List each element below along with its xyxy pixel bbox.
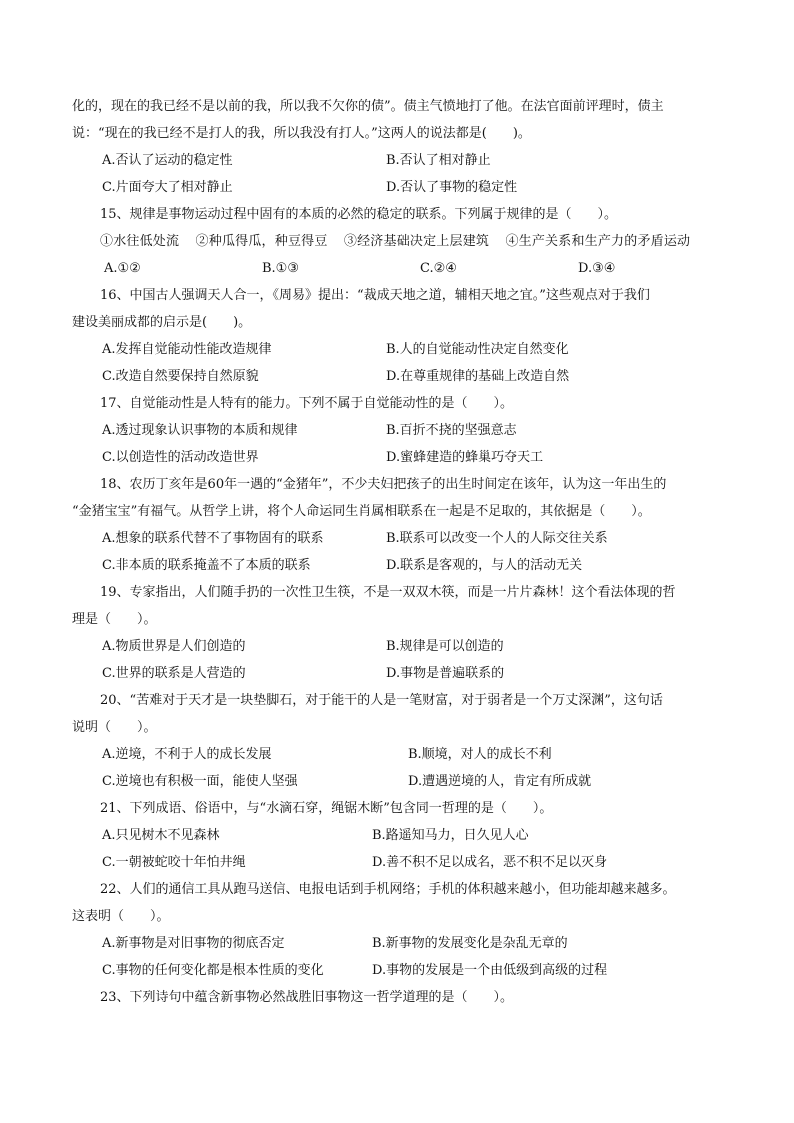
option-b: B.规律是可以创造的 xyxy=(386,639,504,654)
question-15 xyxy=(72,201,724,282)
option-row xyxy=(72,336,724,363)
question-stem: 15、规律是事物运动过程中固有的本质的必然的稳定的联系。下列属于规律的是（ ）。 xyxy=(100,207,618,222)
option-row xyxy=(72,147,724,174)
option-c: C.世界的联系是人营造的 xyxy=(102,666,246,681)
exam-content xyxy=(72,93,724,1011)
option-b: B.①③ xyxy=(262,261,299,276)
option-a: A.发挥自觉能动性能改造规律 xyxy=(102,342,272,357)
option-row xyxy=(72,660,724,687)
statement-4: ④生产关系和生产力的矛盾运动 xyxy=(505,234,691,249)
question-17 xyxy=(72,390,724,471)
option-row xyxy=(72,768,724,795)
question-stem-continued: “金猪宝宝”有福气。从哲学上讲，将个人命运同生肖属相联系在一起是不足取的，其依据是（ ）。 xyxy=(72,504,651,519)
question-22 xyxy=(72,876,724,984)
option-c: C.逆境也有积极一面，能使人坚强 xyxy=(102,774,298,789)
question-stem-continued: 理是（ ）。 xyxy=(72,612,157,627)
question-text-line: 说：“现在的我已经不是打人的我，所以我没有打人。”这两人的说法都是( )。 xyxy=(72,126,531,141)
option-row xyxy=(72,930,724,957)
option-b: B.联系可以改变一个人的人际交往关系 xyxy=(386,531,608,546)
question-stem-continued: 说明（ ）。 xyxy=(72,720,157,735)
question-stem: 21、下列成语、俗语中，与“水滴石穿，绳锯木断”包含同一哲理的是（ ）。 xyxy=(100,801,553,816)
question-stem: 19、专家指出，人们随手扔的一次性卫生筷，不是一双双木筷，而是一片片森林！这个看法体现的哲 xyxy=(100,585,676,600)
option-b: B.新事物的发展变化是杂乱无章的 xyxy=(372,936,568,951)
question-stem: 22、人们的通信工具从跑马送信、电报电话到手机网络；手机的体积越来越小，但功能却越来越多。 xyxy=(100,882,676,897)
question-stem: 23、下列诗句中蕴含新事物必然战胜旧事物这一哲学道理的是（ ）。 xyxy=(100,990,514,1005)
option-b: B.百折不挠的坚强意志 xyxy=(386,423,517,438)
option-a: A.只见树木不见森林 xyxy=(102,828,220,843)
question-23 xyxy=(72,984,724,1011)
option-row xyxy=(72,552,724,579)
option-d: D.事物的发展是一个由低级到高级的过程 xyxy=(372,963,608,978)
option-b: B.人的自觉能动性决定自然变化 xyxy=(386,342,569,357)
option-d: D.否认了事物的稳定性 xyxy=(386,180,518,195)
question-21 xyxy=(72,795,724,876)
question-14-continued xyxy=(72,93,724,201)
statement-row xyxy=(72,228,724,255)
question-19 xyxy=(72,579,724,687)
option-a: A.物质世界是人们创造的 xyxy=(102,639,246,654)
option-row xyxy=(72,633,724,660)
option-a: A.新事物是对旧事物的彻底否定 xyxy=(102,936,285,951)
question-18 xyxy=(72,471,724,579)
option-d: D.遭遇逆境的人，肯定有所成就 xyxy=(408,774,592,789)
option-c: C.改造自然要保持自然原貌 xyxy=(102,369,259,384)
option-a: A.想象的联系代替不了事物固有的联系 xyxy=(102,531,324,546)
option-d: D.蜜蜂建造的蜂巢巧夺天工 xyxy=(386,450,544,465)
option-d: D.善不积不足以成名，恶不积不足以灭身 xyxy=(372,855,608,870)
option-row xyxy=(72,957,724,984)
option-d: D.③④ xyxy=(578,261,616,276)
option-row xyxy=(72,849,724,876)
option-row xyxy=(72,822,724,849)
option-a: A.否认了运动的稳定性 xyxy=(102,153,233,168)
option-d: D.在尊重规律的基础上改造自然 xyxy=(386,369,570,384)
option-c: C.以创造性的活动改造世界 xyxy=(102,450,259,465)
question-stem: 16、中国古人强调天人合一，《周易》提出：“裁成天地之道，辅相天地之宜。”这些观点对于我们 xyxy=(100,288,650,303)
option-row xyxy=(72,444,724,471)
option-a: A.透过现象认识事物的本质和规律 xyxy=(102,423,298,438)
option-c: C.片面夸大了相对静止 xyxy=(102,180,233,195)
option-a: A.①② xyxy=(104,261,141,276)
statement-2: ②种瓜得瓜，种豆得豆 xyxy=(195,234,328,249)
statement-1: ①水往低处流 xyxy=(100,234,180,249)
question-stem: 18、农历丁亥年是60年一遇的“金猪年”，不少夫妇把孩子的出生时间定在该年，认为这一年出生的 xyxy=(100,477,667,492)
statement-3: ③经济基础决定上层建筑 xyxy=(343,234,490,249)
question-stem-continued: 建设美丽成都的启示是( )。 xyxy=(72,315,252,330)
option-row xyxy=(72,174,724,201)
option-c: C.事物的任何变化都是根本性质的变化 xyxy=(102,963,324,978)
question-20 xyxy=(72,687,724,795)
question-16 xyxy=(72,282,724,390)
option-c: C.一朝被蛇咬十年怕井绳 xyxy=(102,855,246,870)
option-b: B.顺境，对人的成长不利 xyxy=(408,747,552,762)
option-row xyxy=(72,363,724,390)
question-stem-continued: 这表明（ ）。 xyxy=(72,909,170,924)
option-c: C.②④ xyxy=(420,261,457,276)
option-d: D.事物是普遍联系的 xyxy=(386,666,505,681)
option-c: C.非本质的联系掩盖不了本质的联系 xyxy=(102,558,311,573)
option-d: D.联系是客观的，与人的活动无关 xyxy=(386,558,583,573)
option-a: A.逆境，不利于人的成长发展 xyxy=(102,747,272,762)
option-row xyxy=(72,525,724,552)
option-b: B.否认了相对静止 xyxy=(386,153,491,168)
option-row xyxy=(72,255,724,282)
question-stem: 20、“苦难对于天才是一块垫脚石，对于能干的人是一笔财富，对于弱者是一个万丈深渊”，这句话 xyxy=(100,693,663,708)
option-b: B.路遥知马力，日久见人心 xyxy=(372,828,529,843)
question-stem: 17、自觉能动性是人特有的能力。下列不属于自觉能动性的是（ ）。 xyxy=(100,396,514,411)
option-row xyxy=(72,741,724,768)
question-text-line: 化的，现在的我已经不是以前的我，所以我不欠你的债”。债主气愤地打了他。在法官面前评理时，债主 xyxy=(72,99,664,114)
option-row xyxy=(72,417,724,444)
